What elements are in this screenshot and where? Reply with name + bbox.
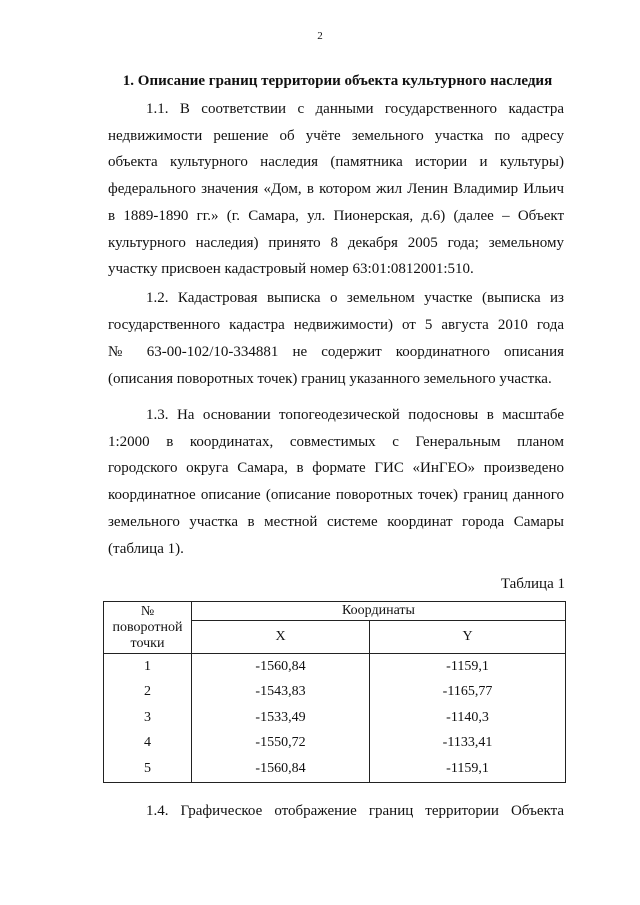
cell-x: -1550,72 bbox=[192, 731, 370, 757]
header-x: X bbox=[192, 621, 370, 654]
paragraph-line: 1.3. На основании топогеодезической подосновы в масштабе bbox=[146, 407, 564, 423]
table-row bbox=[104, 654, 566, 680]
table-caption: Таблица 1 bbox=[500, 576, 565, 592]
paragraph-line: 1:2000 в координатах, совместимых с Генеральным планом bbox=[108, 433, 564, 450]
cell-y: -1133,41 bbox=[370, 731, 566, 757]
page-number: 2 bbox=[317, 30, 323, 42]
paragraph-line: объекта культурного наследия (памятника истории и культуры) bbox=[108, 154, 564, 171]
paragraph-line: участку присвоен кадастровый номер 63:01:0812001:510. bbox=[108, 261, 474, 278]
coordinates-table bbox=[103, 601, 566, 783]
section-heading: 1. Описание границ территории объекта культурного наследия bbox=[122, 73, 553, 89]
paragraph-line: земельного участка в местной системе координат города Самары bbox=[108, 513, 564, 530]
paragraph-line: в 1889-1890 гг.» (г. Самара, ул. Пионерская, д.6) (далее – Объект bbox=[108, 207, 564, 224]
cell-y: -1159,1 bbox=[370, 756, 566, 782]
cell-point: 3 bbox=[104, 705, 192, 731]
paragraph-line: № 63-00-102/10-334881 не содержит координатного описания bbox=[108, 344, 564, 360]
header-coordinates: Координаты bbox=[192, 602, 566, 621]
header-point-line: № bbox=[140, 603, 155, 619]
header-point-line: точки bbox=[130, 635, 165, 651]
paragraph-line: культурного наследия) принято 8 декабря 2005 года; земельному bbox=[108, 234, 564, 251]
paragraph-1-2 bbox=[108, 285, 564, 338]
paragraph-line: недвижимости решение об учёте земельного участка по адресу bbox=[108, 127, 564, 144]
cell-x: -1560,84 bbox=[192, 756, 370, 782]
table-row bbox=[104, 756, 566, 782]
paragraph-line: федерального значения «Дом, в котором жил Ленин Владимир Ильич bbox=[108, 181, 564, 198]
header-point-line: поворотной bbox=[112, 619, 183, 635]
paragraph-1-3 bbox=[108, 402, 564, 562]
paragraph-1-1 bbox=[108, 96, 564, 283]
cell-x: -1533,49 bbox=[192, 705, 370, 731]
cell-point: 5 bbox=[104, 756, 192, 782]
paragraph-line: 1.1. В соответствии с данными государственного кадастра bbox=[146, 101, 564, 117]
cell-point: 4 bbox=[104, 731, 192, 757]
header-point-number bbox=[104, 602, 192, 654]
paragraph-1-4 bbox=[108, 798, 564, 825]
paragraph-line: государственного кадастра недвижимости) от 5 августа 2010 года bbox=[108, 316, 564, 333]
table-row bbox=[104, 705, 566, 731]
cell-y: -1140,3 bbox=[370, 705, 566, 731]
paragraph-line: (таблица 1). bbox=[108, 540, 184, 557]
paragraph-line: городского округа Самара, в формате ГИС «ИнГЕО» произведено bbox=[108, 460, 564, 477]
cell-point: 2 bbox=[104, 680, 192, 706]
cell-x: -1543,83 bbox=[192, 680, 370, 706]
cell-point: 1 bbox=[104, 654, 192, 680]
cell-x: -1560,84 bbox=[192, 654, 370, 680]
paragraph-1-2-continued bbox=[108, 339, 564, 393]
cell-y: -1165,77 bbox=[370, 680, 566, 706]
paragraph-line: координатное описание (описание поворотных точек) границ данного bbox=[108, 487, 564, 504]
table-row bbox=[104, 680, 566, 706]
header-y: Y bbox=[370, 621, 566, 654]
paragraph-line: 1.2. Кадастровая выписка о земельном участке (выписка из bbox=[146, 290, 564, 306]
paragraph-line: (описания поворотных точек) границ указанного земельного участка. bbox=[108, 371, 552, 387]
table-row bbox=[104, 731, 566, 757]
paragraph-line: 1.4. Графическое отображение границ территории Объекта bbox=[146, 803, 564, 819]
cell-y: -1159,1 bbox=[370, 654, 566, 680]
